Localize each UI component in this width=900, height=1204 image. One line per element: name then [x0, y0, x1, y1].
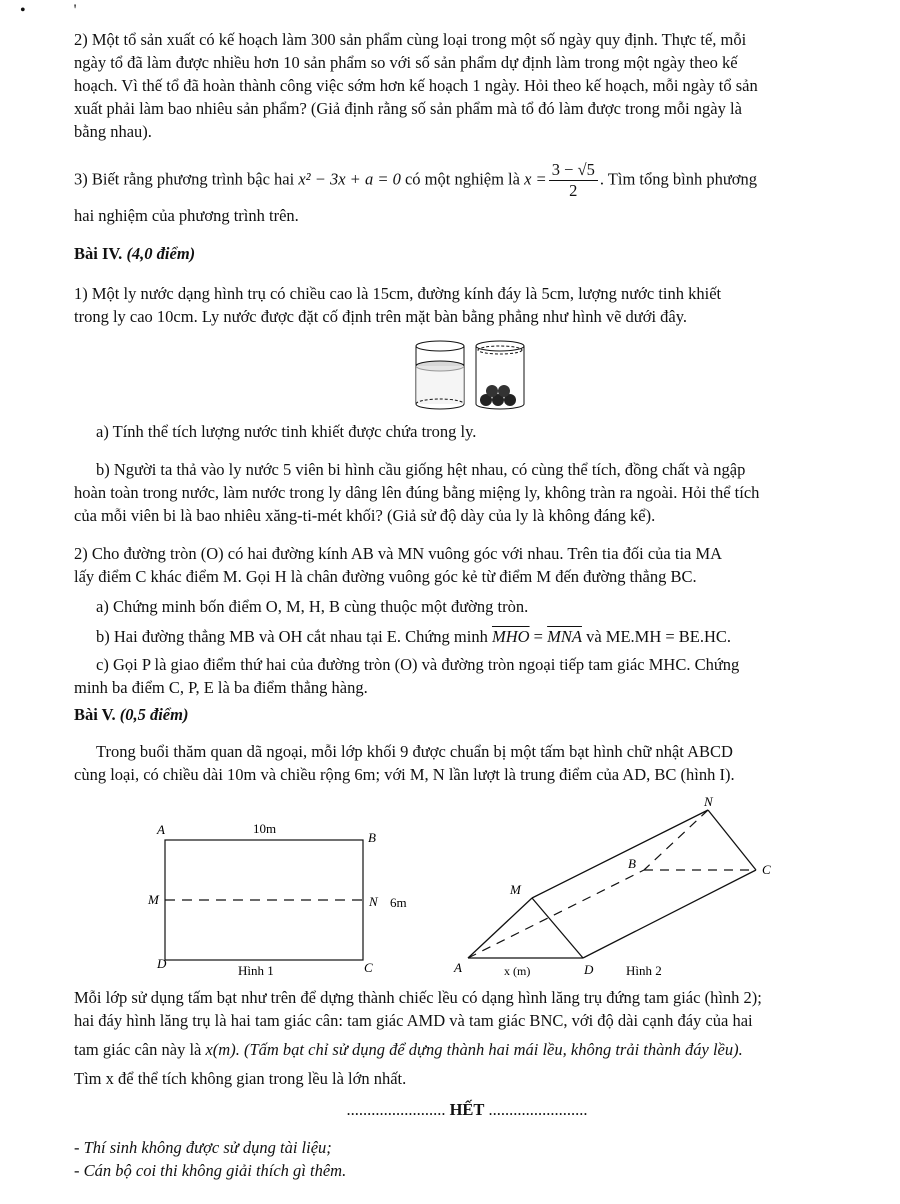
figure-1	[140, 818, 430, 980]
fig1-label-N: N	[369, 894, 378, 909]
bai4-q1a: a) Tính thể tích lượng nước tinh khiết được chứa trong ly.	[96, 422, 477, 441]
fig1-label-C: C	[364, 960, 373, 975]
q3-3-line2: hai nghiệm của phương trình trên.	[74, 206, 299, 225]
q3-3-line1: 3) Biết rằng phương trình bậc hai x² − 3x + a = 0 có một nghiệm là x = $\frac{3 - √5}{2}$ . Tìm tổng bình phương	[74, 160, 757, 200]
bai4-q2: 2) Cho đường tròn (O) có hai đường kính AB và MN vuông góc với nhau. Trên tia đối của tia MA lấy điểm C khác điểm M. Gọi H là chân đường vuông góc kẻ từ điểm M đến đường thẳng BC.	[74, 544, 723, 586]
fig2-caption: Hình 2	[626, 963, 662, 978]
fig2-label-N: N	[704, 794, 713, 809]
fig2-label-A: A	[454, 960, 462, 975]
bai4-heading: Bài IV. (4,0 điểm)	[74, 244, 196, 263]
root-fraction: $\frac{3 - √5}{2}$	[549, 160, 598, 201]
fig2-label-D: D	[584, 962, 594, 977]
glass-with-water	[416, 341, 464, 409]
note-1: - Thí sinh không được sử dụng tài liệu;	[74, 1138, 332, 1157]
fig1-label-A: A	[157, 822, 165, 837]
fig2-label-C: C	[762, 862, 771, 877]
fig2-label-B: B	[628, 856, 636, 871]
glass-figure	[410, 336, 530, 416]
bai4-q2a: a) Chứng minh bốn điểm O, M, H, B cùng thuộc một đường tròn.	[96, 597, 529, 616]
tarp-rectangle	[165, 840, 363, 960]
bai4-q1b: b) Người ta thả vào ly nước 5 viên bi hình cầu giống hệt nhau, có cùng thể tích, đồng chất và ngập hoàn toàn trong nước, làm nước trong ly dâng lên đúng bằng miệng ly, không tràn ra ngoài. Hỏi thể tích của mỗi viên bi là bao nhiêu xăng-ti-mét khối? (Giả sử độ dày của ly là không đáng kể).	[74, 460, 760, 525]
fig1-caption: Hình 1	[238, 963, 274, 978]
fig1-label-B: B	[368, 830, 376, 845]
exam-notes	[74, 1136, 574, 1182]
fig1-label-D: D	[157, 956, 167, 971]
bai5-intro: Trong buổi thăm quan dã ngoại, mỗi lớp khối 9 được chuẩn bị một tấm bạt hình chữ nhật ABCD cùng loại, có chiều dài 10m và chiều rộng 6m; với M, N lần lượt là trung điểm của AD, BC (hình I).	[74, 742, 735, 784]
q3-2-paragraph: 2) Một tổ sản xuất có kế hoạch làm 300 sản phẩm cùng loại trong một số ngày quy định. Thực tế, mỗi ngày tổ đã làm được nhiều hơn 10 sản phẩm so với số sản phẩm dự định làm trong một ngày theo kế hoạch. Vì thế tổ đã hoàn thành công việc sớm hơn kế hoạch 1 ngày. Hỏi theo kế hoạch, mỗi ngày tổ sản xuất phải làm bao nhiêu sản phẩm? (Giả định rằng số sản phẩm mà tổ đó làm được trong mỗi ngày là bằng nhau).	[74, 30, 758, 141]
bai4-q1: 1) Một ly nước dạng hình trụ có chiều cao là 15cm, đường kính đáy là 5cm, lượng nước tinh khiết trong ly cao 10cm. Ly nước được đặt cố định trên mặt bàn bằng phẳng như hình vẽ dưới đây.	[74, 284, 722, 326]
bai4-q2b: b) Hai đường thẳng MB và OH cắt nhau tại E. Chứng minh $\overline{MHO} = \overline{MNA}$ và ME.MH = BE.HC.	[96, 627, 732, 646]
bai5-body: Mỗi lớp sử dụng tấm bạt như trên để dựng thành chiếc lều có dạng hình lăng trụ đứng tam giác (hình 2); hai đáy hình lăng trụ là hai tam giác cân: tam giác AMD và tam giác BNC, với độ dài cạnh đáy của hai tam giác cân này là x(m). (Tấm bạt chỉ sử dụng để dựng thành hai mái lều, không trải thành đáy lều). Tìm x để thể tích không gian trong lều là lớn nhất.	[74, 988, 762, 1088]
bai5-heading: Bài V. (0,5 điểm)	[74, 705, 189, 724]
note-2: - Cán bộ coi thi không giải thích gì thêm.	[74, 1161, 347, 1180]
fig1-length: 10m	[253, 821, 277, 836]
fig2-xlabel: x (m)	[504, 964, 531, 978]
glass-with-marbles	[476, 341, 524, 409]
corner-marks: • '	[20, 2, 77, 19]
fig1-label-M: M	[148, 892, 159, 907]
end-marker: ........................ HẾT ........................	[346, 1100, 588, 1119]
figure-2	[448, 790, 778, 982]
fig1-width: 6m	[390, 895, 407, 910]
bai4-q2c: c) Gọi P là giao điểm thứ hai của đường tròn (O) và đường tròn ngoại tiếp tam giác MHC. Chứng minh ba điểm C, P, E là ba điểm thẳng hàng.	[74, 655, 740, 697]
fig2-label-M: M	[510, 882, 521, 897]
